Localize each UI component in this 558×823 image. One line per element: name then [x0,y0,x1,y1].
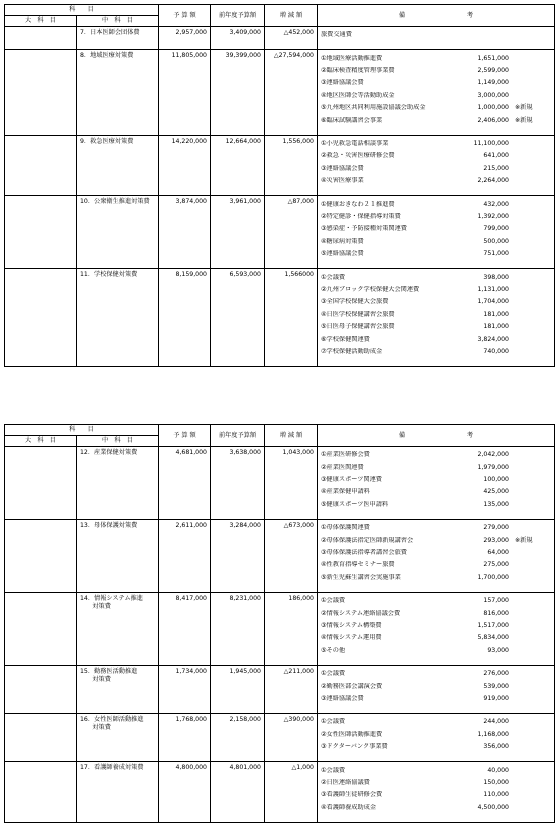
bikou-amount: 4,500,000 [477,803,509,811]
bikou-item: ⑥臨床試験講習会事業 [321,116,383,124]
bikou-amount: 1,700,000 [477,573,509,581]
header-zennendo: 前年度予算額 [211,5,265,27]
bikou-line [321,211,551,223]
bikou-amount: 641,000 [483,152,509,160]
bikou-item: ③連絡協議会費 [321,79,364,87]
bikou-line [321,789,551,801]
bikou-amount: 2,042,000 [477,451,509,459]
zougen-value: △1,000 [265,762,318,823]
zougen-value: △27,594,000 [265,50,318,135]
bikou-line [321,716,551,728]
zennendo-value: 6,593,000 [211,269,265,367]
zougen-value: △452,000 [265,27,318,50]
bikou-amount: 1,168,000 [477,730,509,738]
bikou-line [321,163,551,175]
bikou-item: ①会議費 [321,718,346,726]
bikou-item: ①地域医療活動推進費 [321,54,383,62]
bikou-line [321,198,551,210]
zennendo-value: 3,284,000 [211,519,265,592]
bikou-item: ④地区医師会等活動助成金 [321,91,395,99]
bikou-line [321,547,551,559]
bikou-cell [318,665,555,713]
bikou-item: ②特定健診・保健指導対策費 [321,213,401,220]
budget-row [5,519,555,592]
bikou-cell [318,135,555,196]
bikou-item: ②女性医師活動推進費 [321,730,383,738]
zougen-value: △87,000 [265,196,318,269]
header-zennendo: 前年度予算額 [211,425,265,447]
bikou-item: ④産業保健申請料 [321,488,370,496]
bikou-amount: 135,000 [483,500,509,508]
zougen-value: △673,000 [265,519,318,592]
daikamoku-cell [5,27,77,50]
zennendo-value: 39,399,000 [211,50,265,135]
bikou-item: ⑤連絡協議会費 [321,250,364,258]
bikou-amount: 1,651,000 [477,54,509,62]
bikou-amount: 276,000 [483,670,509,678]
bikou-amount: 398,000 [483,273,509,281]
chukamoku-name: 10．公衆衛生推進対策費 [77,196,159,269]
bikou-amount: 2,406,000 [477,116,509,124]
bikou-line [321,620,551,632]
bikou-item: ⑤その他 [321,646,346,654]
zennendo-value: 1,945,000 [211,665,265,713]
bikou-line [321,296,551,308]
bikou-amount: 356,000 [483,743,509,751]
budget-row [5,592,555,665]
bikou-line [321,632,551,644]
chukamoku-name: 12．産業保健対策費 [77,447,159,520]
bikou-line [321,668,551,680]
bikou-line [321,534,551,546]
header-zougen: 増 減 額 [265,425,318,447]
bikou-line [321,693,551,705]
budget-row [5,714,555,762]
bikou-amount: 740,000 [483,347,509,355]
bikou-line [321,801,551,813]
bikou-line [321,321,551,333]
header-yosan: 予 算 額 [159,425,211,447]
zougen-value: △390,000 [265,714,318,762]
bikou-item: ③ドクターバンク事業費 [321,743,388,751]
bikou-line [321,644,551,656]
bikou-line [321,499,551,511]
zennendo-value: 3,638,000 [211,447,265,520]
bikou-line [321,777,551,789]
bikou-line [321,284,551,296]
daikamoku-cell [5,196,77,269]
bikou-amount: 432,000 [483,200,509,208]
bikou-amount: 150,000 [483,778,509,786]
zougen-value: 1,043,000 [265,447,318,520]
header-zougen: 増 減 額 [265,5,318,27]
bikou-item: ②日医連絡協議費 [321,778,370,786]
bikou-item: ①会議費 [321,766,346,774]
bikou-line [321,52,551,64]
bikou-line [321,607,551,619]
chukamoku-name: 16．女性医師活動推進 対策費 [77,714,159,762]
budget-row [5,196,555,269]
bikou-cell [318,762,555,823]
new-mark: ※新規 [515,116,533,124]
bikou-line [321,77,551,89]
bikou-amount: 751,000 [483,250,509,258]
bikou-amount: 1,979,000 [477,463,509,471]
bikou-line [321,461,551,473]
zennendo-value: 4,801,000 [211,762,265,823]
bikou-line [321,559,551,571]
cell-spacer [321,127,551,133]
zennendo-value: 3,409,000 [211,27,265,50]
bikou-item: ⑤日医母子保健講習会旅費 [321,323,395,331]
chukamoku-name: 11．学校保健対策費 [77,269,159,367]
bikou-amount: 3,824,000 [477,335,509,343]
new-mark: ※新規 [515,536,533,544]
yosan-value: 11,805,000 [159,50,211,135]
bikou-amount: 1,392,000 [477,213,509,220]
yosan-value: 4,800,000 [159,762,211,823]
budget-table-2 [4,424,555,823]
bikou-amount: 2,264,000 [477,177,509,185]
bikou-amount: 3,000,000 [477,91,509,99]
bikou-cell [318,50,555,135]
bikou-cell [318,269,555,367]
bikou-item: ②九州ブロック学校保健大会関連費 [321,285,420,293]
bikou-line [321,65,551,77]
daikamoku-cell [5,447,77,520]
chukamoku-name: 9．救急医療対策費 [77,135,159,196]
header-kamoku: 科 目 [5,5,159,16]
bikou-cell [318,519,555,592]
bikou-cell [318,592,555,665]
header-yosan: 予 算 額 [159,5,211,27]
cell-spacer [321,187,551,193]
bikou-line [321,235,551,247]
header-daikamoku: 大 科 目 [5,436,77,447]
bikou-amount: 215,000 [483,164,509,172]
bikou-line [321,138,551,150]
bikou-item: ②救急・災害医療研修会費 [321,152,395,160]
bikou-amount: 799,000 [483,225,509,233]
bikou-item: ③健康スポーツ関連費 [321,476,382,484]
zougen-value: △211,000 [265,665,318,713]
chukamoku-name: 15．勤務医活動推進 対策費 [77,665,159,713]
bikou-item: ④情報システム運用費 [321,634,382,642]
bikou-line [321,29,551,41]
zennendo-value: 2,158,000 [211,714,265,762]
cell-spacer [321,358,551,364]
bikou-amount: 293,000 [483,536,509,544]
budget-row [5,665,555,713]
bikou-item: ③連絡協議会費 [321,694,364,702]
bikou-item: ③感染症・予防接種対策関連費 [321,225,407,233]
bikou-amount: 275,000 [483,561,509,569]
bikou-line [321,764,551,776]
bikou-amount: 1,517,000 [477,622,509,629]
chukamoku-name: 14．情報システム推進 対策費 [77,592,159,665]
cell-spacer [321,41,551,47]
budget-row [5,447,555,520]
bikou-item: ①母体保護関連費 [321,524,370,532]
bikou-item: ①会議費 [321,597,346,605]
cell-spacer [321,511,551,517]
bikou-item: ③連絡協議会費 [321,164,364,172]
cell-spacer [321,657,551,663]
daikamoku-cell [5,269,77,367]
bikou-amount: 64,000 [487,549,509,557]
chukamoku-name: 8．地域医療対策費 [77,50,159,135]
bikou-amount: 279,000 [483,524,509,532]
bikou-amount: 425,000 [483,488,509,496]
chukamoku-name: 17．看護師養成対策費 [77,762,159,823]
bikou-amount: 1,149,000 [477,79,509,87]
zougen-value: 1,566000 [265,269,318,367]
chukamoku-name: 7．日本医師会団体費 [77,27,159,50]
daikamoku-cell [5,50,77,135]
cell-spacer [321,584,551,590]
bikou-amount: 181,000 [483,310,509,318]
yosan-value: 1,768,000 [159,714,211,762]
zennendo-value: 8,231,000 [211,592,265,665]
yosan-value: 8,417,000 [159,592,211,665]
cell-spacer [321,753,551,759]
yosan-value: 14,220,000 [159,135,211,196]
yosan-value: 3,874,000 [159,196,211,269]
bikou-line [321,680,551,692]
bikou-amount: 93,000 [487,646,509,654]
bikou-line [321,90,551,102]
zennendo-value: 3,961,000 [211,196,265,269]
bikou-item: 旅費交通費 [321,31,352,39]
yosan-value: 4,681,000 [159,447,211,520]
bikou-line [321,728,551,740]
bikou-line [321,346,551,358]
daikamoku-cell [5,762,77,823]
budget-row [5,50,555,135]
yosan-value: 2,957,000 [159,27,211,50]
bikou-amount: 1,000,000 [477,104,509,112]
bikou-line [321,333,551,345]
bikou-line [321,150,551,162]
bikou-item: ⑤健康スポーツ医申請料 [321,500,389,508]
bikou-item: ③全国学校保健大会旅費 [321,298,389,306]
cell-spacer [321,260,551,266]
budget-table-1 [4,4,555,367]
header-daikamoku: 大 科 目 [5,16,77,27]
daikamoku-cell [5,714,77,762]
bikou-item: ⑥学校保健関連費 [321,335,370,343]
bikou-amount: 40,000 [487,766,509,774]
bikou-item: ③看護師生徒研修会費 [321,791,383,799]
bikou-amount: 919,000 [483,694,509,702]
budget-row [5,135,555,196]
bikou-amount: 539,000 [483,682,509,690]
bikou-line [321,223,551,235]
bikou-cell [318,196,555,269]
bikou-amount: 2,599,000 [477,67,509,75]
bikou-item: ④看護師養成助成金 [321,803,377,811]
bikou-item: ④糖尿病対策費 [321,237,364,245]
zougen-value: 186,000 [265,592,318,665]
bikou-amount: 1,131,000 [477,285,509,293]
bikou-line [321,114,551,126]
bikou-amount: 110,000 [483,791,509,799]
header-chukamoku: 中 科 目 [77,436,159,447]
bikou-item: ②勤務医部会講演会費 [321,682,383,690]
bikou-item: ⑤九州地区共同利用施設協議会助成金 [321,104,426,112]
header-kamoku: 科 目 [5,425,159,436]
bikou-item: ①産業医研修会費 [321,451,370,459]
bikou-item: ③母体保護法指導者講習会旅費 [321,549,407,557]
bikou-line [321,271,551,283]
bikou-item: ②母体保護法指定医師新規講習会 [321,536,414,544]
bikou-cell [318,27,555,50]
bikou-line [321,175,551,187]
bikou-amount: 181,000 [483,323,509,331]
bikou-line [321,449,551,461]
bikou-amount: 100,000 [483,476,509,484]
bikou-item: ①小児救急電話相談事業 [321,140,389,148]
bikou-line [321,572,551,584]
header-bikou: 備 考 [318,5,555,27]
yosan-value: 1,734,000 [159,665,211,713]
bikou-line [321,474,551,486]
bikou-line [321,522,551,534]
daikamoku-cell [5,592,77,665]
bikou-cell [318,447,555,520]
bikou-item: ②情報システム連絡協議会費 [321,609,401,617]
cell-spacer [321,705,551,711]
bikou-item: ④災害医療事業 [321,177,364,185]
bikou-item: ⑦学校保健活動助成金 [321,347,383,355]
bikou-line [321,102,551,114]
yosan-value: 8,159,000 [159,269,211,367]
bikou-line [321,595,551,607]
bikou-amount: 816,000 [483,609,509,617]
bikou-line [321,486,551,498]
bikou-item: ⑤新生児蘇生講習会実施事業 [321,573,401,581]
budget-row [5,269,555,367]
bikou-item: ③情報システム構築費 [321,622,382,629]
header-bikou: 備 考 [318,425,555,447]
bikou-amount: 157,000 [483,597,509,605]
zennendo-value: 12,664,000 [211,135,265,196]
bikou-item: ①会議費 [321,273,346,281]
bikou-amount: 244,000 [483,718,509,726]
daikamoku-cell [5,665,77,713]
bikou-amount: 1,704,000 [477,298,509,306]
daikamoku-cell [5,519,77,592]
bikou-amount: 500,000 [483,237,509,245]
bikou-line [321,741,551,753]
bikou-cell [318,714,555,762]
bikou-item: ②産業医関連費 [321,463,364,471]
bikou-line [321,308,551,320]
yosan-value: 2,611,000 [159,519,211,592]
daikamoku-cell [5,135,77,196]
bikou-item: ②臨床検査精度管理事業費 [321,67,395,75]
bikou-amount: 11,100,000 [473,140,509,148]
bikou-item: ①健康おきなわ２１推進費 [321,200,395,208]
bikou-amount: 5,834,000 [477,634,509,642]
budget-row [5,27,555,50]
bikou-item: ①会議費 [321,670,346,678]
budget-row [5,762,555,823]
zougen-value: 1,556,000 [265,135,318,196]
bikou-line [321,248,551,260]
bikou-item: ④日医学校保健講習会旅費 [321,310,395,318]
header-chukamoku: 中 科 目 [77,16,159,27]
chukamoku-name: 13．母体保護対策費 [77,519,159,592]
bikou-item: ④性教育指導セミナー旅費 [321,561,395,569]
new-mark: ※新規 [515,104,533,112]
